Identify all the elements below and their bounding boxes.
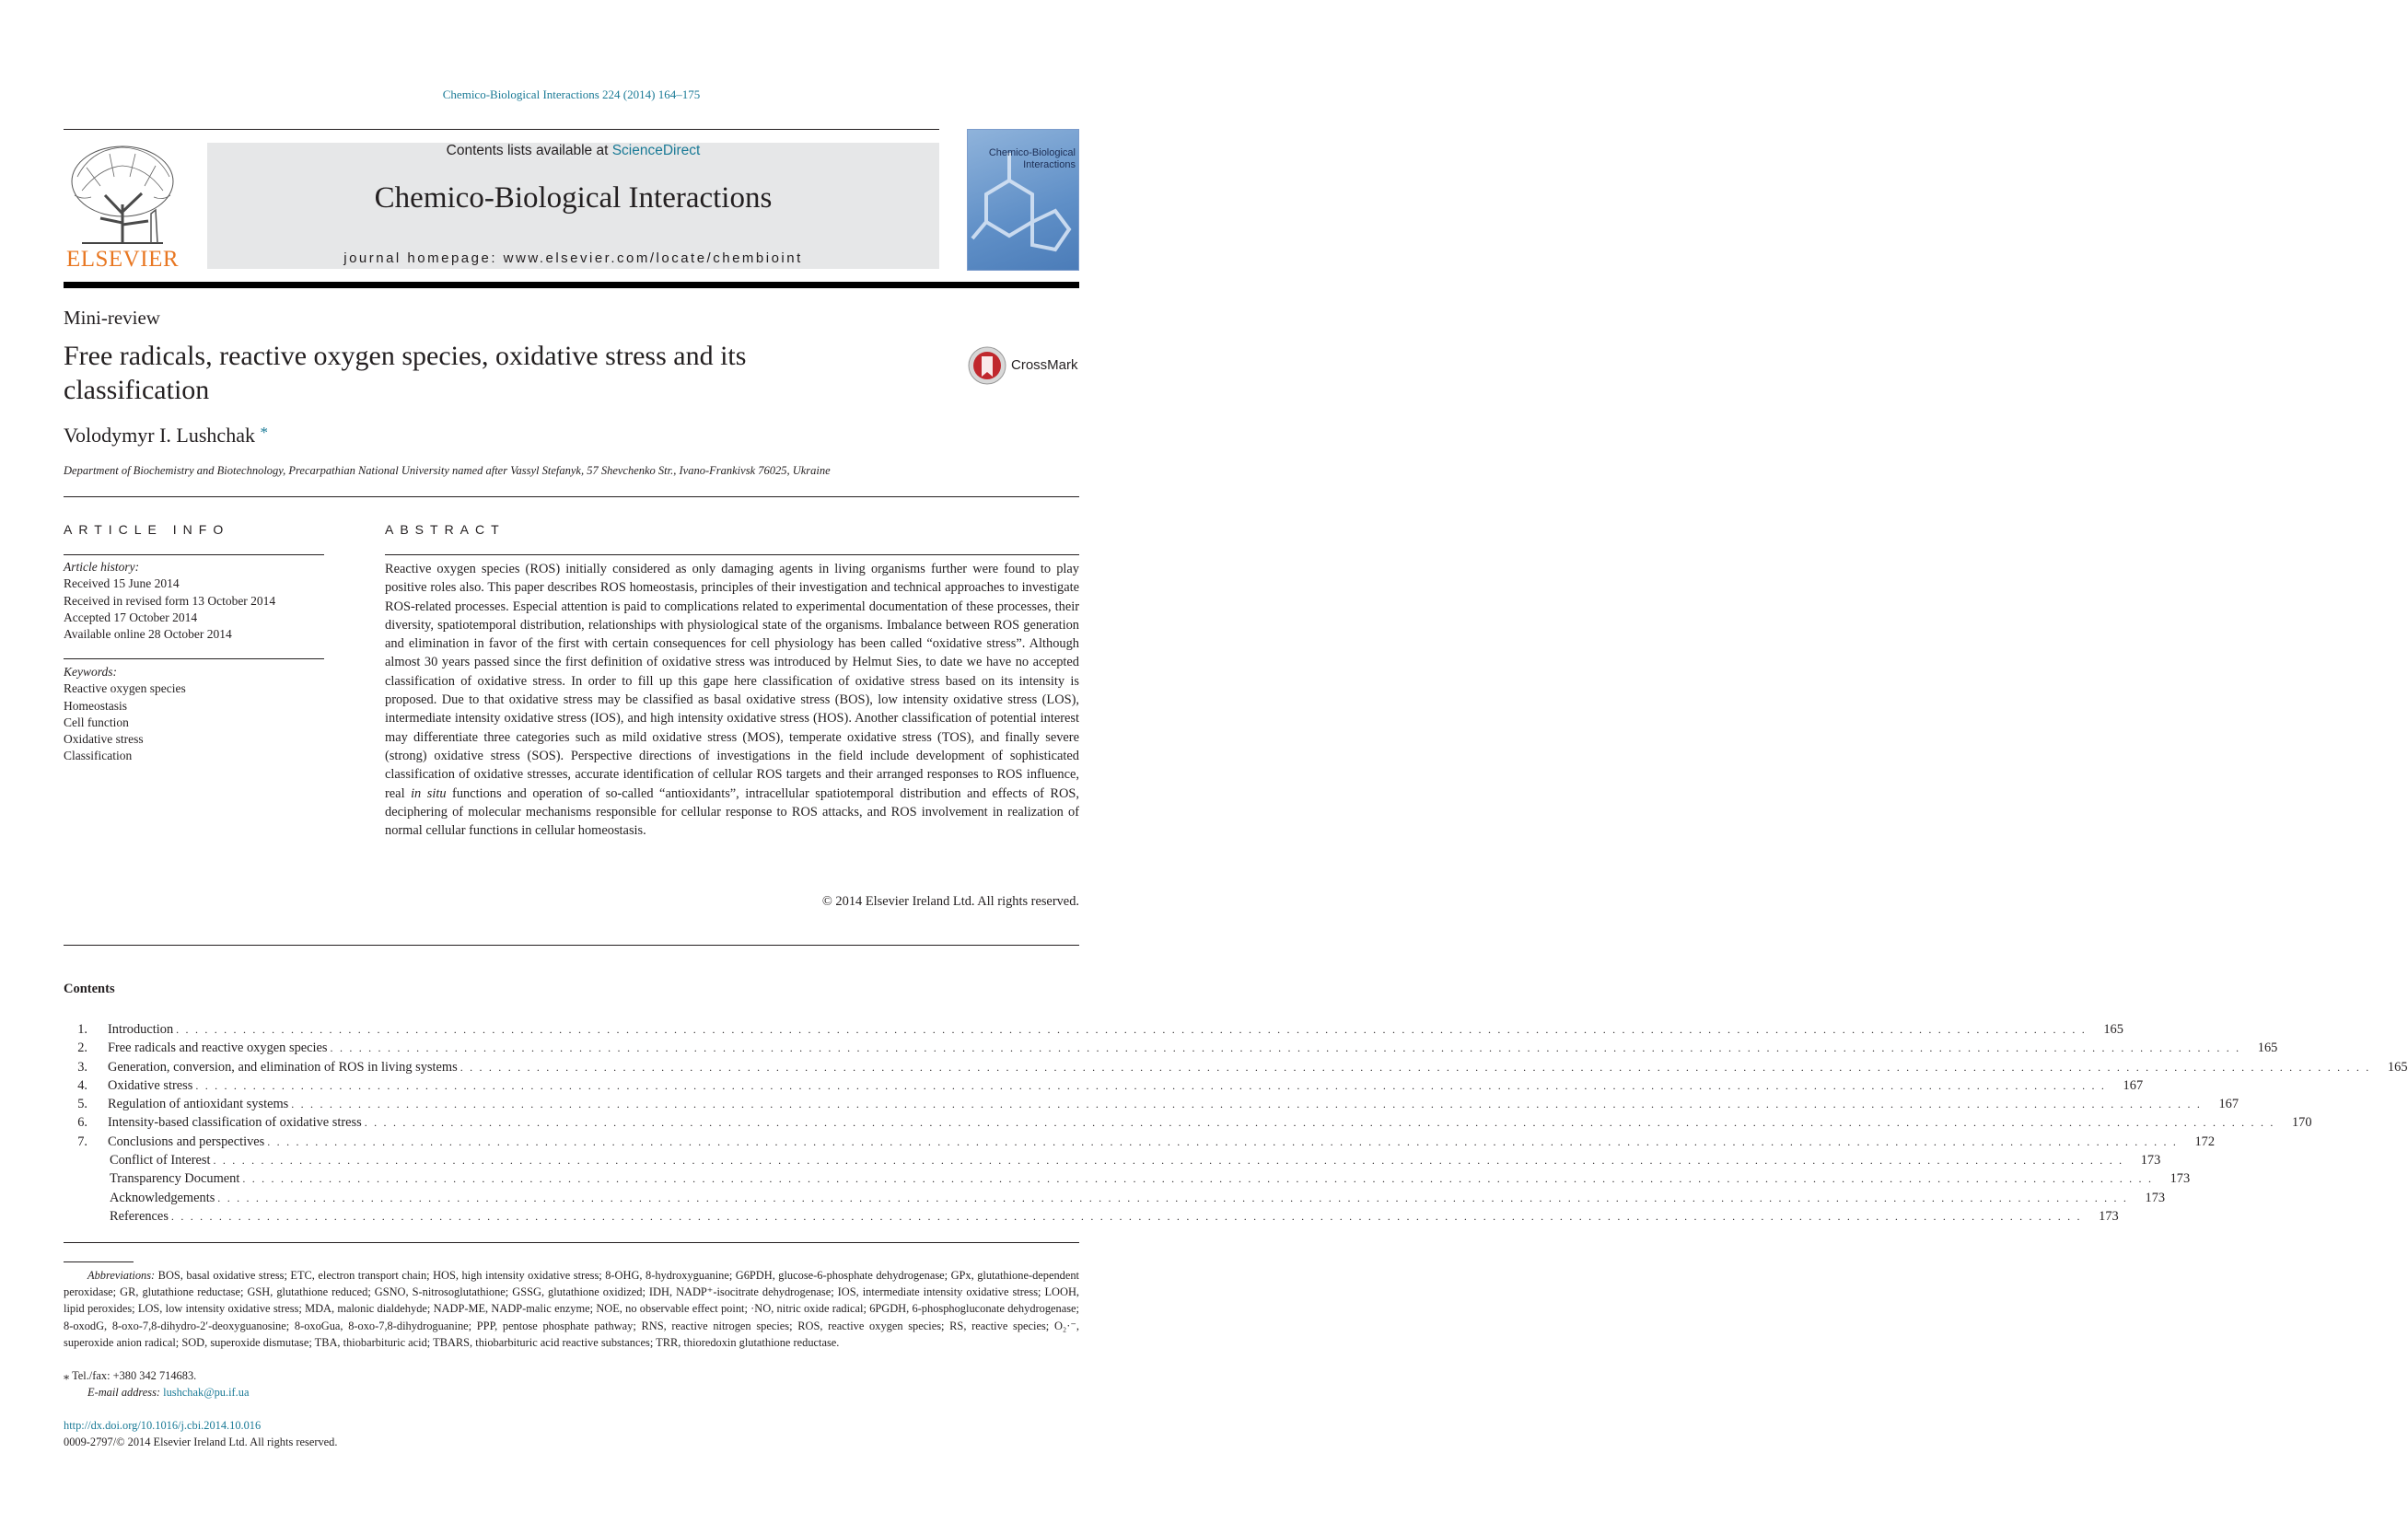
toc-page: 170 bbox=[2275, 1113, 2312, 1132]
toc-page: 173 bbox=[2153, 1169, 2190, 1188]
toc-entry[interactable] bbox=[64, 1133, 2216, 1151]
toc-page: 165 bbox=[2087, 1020, 2123, 1039]
header-rule bbox=[64, 129, 939, 130]
article-history bbox=[64, 559, 275, 643]
toc-leader: . . . . . . . . . . . . . . . . . . . . . . . . . . . . . . . . . . . . . . . . . . . . . . . . . . . . . . . . . . . . . . . . . . . . . . . . . . . . . . . . . . . . . . . . . . . . . . . . . . . . . . . . . . . . . . . . . . . . . . . . . . . . . . . . . . . . . . . . . . . . . . . . . . . . . . . . . . . . . . . . . . . . . . . . . . . . . . . . . . . . . . . . . . . . . . . . . . . . . . . . bbox=[217, 1191, 2129, 1204]
toc-number: 6. bbox=[77, 1115, 87, 1131]
contents-availability bbox=[207, 143, 939, 159]
contents-rule bbox=[64, 945, 1079, 946]
abbreviations-text: BOS, basal oxidative stress; ETC, electron transport chain; HOS, high intensity oxidative stress; 8-OHG, 8-hydroxyguanine; G6PDH, glucose-6-phosphate dehydrogenase; GPx, glutathione-dependent peroxidase; GR, glutathione reductase; GSH, glutathione reduced; GSNO, S-nitrosoglutathione; GSSG, glutathione oxidized; IDH, NADP⁺-isocitrate dehydrogenase; IOS, intermediate intensity oxidative stress; LOOH, lipid peroxides; LOS, low intensity oxidative stress; MDA, malonic dialdehyde; NADP-ME, NADP-malic enzyme; NOE, no observable effect point; ·NO, nitric oxide radical; 6PGDH, 6-phosphogluconate dehydrogenase; 8-oxodG, 8-oxo-7,8-dihydro-2′-deoxyguanosine; 8-oxoGua, 8-oxo-7,8-dihydroguanine; PPP, pentose phosphate pathway; RNS, reactive nitrogen species; ROS, reactive oxygen species; RS, reactive species; O₂·⁻, superoxide anion radical; SOD, superoxide dismutase; TBA, thiobarbituric acid; TBARS, thiobarbituric acid reactive substances; TRR, thioredoxin glutathione reductase. bbox=[64, 1269, 1079, 1349]
journal-citation[interactable]: Chemico-Biological Interactions 224 (2014) 164–175 bbox=[442, 87, 701, 101]
abstract-part: Reactive oxygen species (ROS) initially considered as only damaging agents in living organisms further were found to play positive roles also. This paper describes ROS homeostasis, principles of their investigation and technical approaches to investigate ROS-related processes. Especial attention is paid to complications related to experimental documentation of these processes, their diversity, spatiotemporal distribution, relationships with physiological state of the organisms. Imbalance between ROS generation and elimination in favor of the first with certain consequences for cell physiology has been called “oxidative stress”. Although almost 30 years passed since the first definition of oxidative stress was introduced by Helmut Sies, to date we have no accepted classification of oxidative stress. In order to fill up this gape here classification of oxidative stress based on its intensity is proposed. Due to that oxidative stress may be classified as basal oxidative stress (BOS), low intensity oxidative stress (LOS), intermediate intensity oxidative stress (IOS), and high intensity oxidative stress (HOS). Another classification of potential interest may differentiate three categories such as mild oxidative stress (MOS), temperate oxidative stress (TOS), and finally severe (strong) oxidative stress (SOS). Perspective directions of investigations in the field include development of sophisticated classification of oxidative stresses, accurate identification of cellular ROS targets and their arranged responses to ROS influence, real bbox=[385, 562, 1079, 801]
toc-title: Conclusions and perspectives bbox=[87, 1133, 267, 1151]
toc-title: Intensity-based classification of oxidative stress bbox=[87, 1113, 365, 1132]
header-thick-rule bbox=[64, 282, 1079, 288]
toc-title: Free radicals and reactive oxygen species bbox=[87, 1039, 331, 1057]
email-footnote bbox=[87, 1384, 249, 1401]
history-label: Article history: bbox=[64, 560, 140, 574]
toc-entry[interactable] bbox=[64, 1189, 2166, 1207]
toc-page: 173 bbox=[2082, 1207, 2119, 1226]
toc-number: 7. bbox=[77, 1134, 87, 1149]
toc-page: 173 bbox=[2128, 1189, 2165, 1207]
abstract-copyright: © 2014 Elsevier Ireland Ltd. All rights reserved. bbox=[821, 894, 1079, 909]
toc-entry[interactable] bbox=[64, 1095, 2239, 1113]
toc-entry[interactable] bbox=[64, 1113, 2312, 1132]
toc-leader: . . . . . . . . . . . . . . . . . . . . . . . . . . . . . . . . . . . . . . . . . . . . . . . . . . . . . . . . . . . . . . . . . . . . . . . . . . . . . . . . . . . . . . . . . . . . . . . . . . . . . . . . . . . . . . . . . . . . . . . . . . . . . . . . . . . . . . . . . . . . . . . . . . . . . . . . . . . . . . . . . . . . . . . . . . . . . . . . . . . . . . . . . . . . . . . . . . . . . . . . bbox=[459, 1060, 2371, 1074]
author-line bbox=[64, 424, 268, 448]
crossmark-badge[interactable] bbox=[967, 348, 1082, 387]
toc-title: Acknowledgements bbox=[87, 1189, 217, 1207]
affiliation-rule bbox=[64, 496, 1079, 497]
sciencedirect-link[interactable]: ScienceDirect bbox=[611, 143, 701, 158]
author-footnote-mark[interactable]: * bbox=[260, 424, 268, 441]
toc-entry[interactable] bbox=[64, 1020, 2123, 1039]
keyword-item: Cell function bbox=[64, 715, 129, 729]
toc-title: References bbox=[87, 1207, 171, 1226]
history-item: Received in revised form 13 October 2014 bbox=[64, 593, 276, 608]
article-info-heading: ARTICLE INFO bbox=[64, 522, 230, 537]
toc-page: 172 bbox=[2178, 1133, 2215, 1151]
journal-title: Chemico-Biological Interactions bbox=[374, 181, 773, 215]
article-info-rule bbox=[64, 554, 324, 555]
keyword-item: Reactive oxygen species bbox=[64, 681, 186, 696]
contents-heading: Contents bbox=[64, 982, 115, 996]
cover-journal-title: Chemico-Biological Interactions bbox=[988, 147, 1076, 170]
toc-page: 173 bbox=[2123, 1151, 2160, 1169]
keywords-label: Keywords: bbox=[64, 665, 117, 679]
issn-copyright: 0009-2797/© 2014 Elsevier Ireland Ltd. All rights reserved. bbox=[64, 1436, 338, 1448]
abbreviations-footnote bbox=[64, 1267, 1079, 1351]
toc-leader: . . . . . . . . . . . . . . . . . . . . . . . . . . . . . . . . . . . . . . . . . . . . . . . . . . . . . . . . . . . . . . . . . . . . . . . . . . . . . . . . . . . . . . . . . . . . . . . . . . . . . . . . . . . . . . . . . . . . . . . . . . . . . . . . . . . . . . . . . . . . . . . . . . . . . . . . . . . . . . . . . . . . . . . . . . . . . . . . . . . . . . . . . . . . . . . . . . . . . . . . bbox=[242, 1172, 2154, 1186]
toc-title: Conflict of Interest bbox=[87, 1151, 214, 1169]
toc-number: 4. bbox=[77, 1077, 87, 1093]
toc-entry[interactable] bbox=[64, 1151, 2161, 1169]
keyword-item: Oxidative stress bbox=[64, 732, 144, 747]
abstract-rule bbox=[385, 554, 1079, 555]
toc-page: 165 bbox=[2371, 1058, 2408, 1076]
abbreviations-label: Abbreviations: bbox=[87, 1269, 156, 1282]
footnote-short-rule bbox=[64, 1261, 134, 1262]
abstract-text bbox=[385, 560, 1079, 840]
toc-title: Generation, conversion, and elimination of ROS in living systems bbox=[87, 1058, 460, 1076]
toc-number: 3. bbox=[77, 1059, 87, 1075]
keywords bbox=[64, 664, 186, 765]
toc-page: 165 bbox=[2240, 1039, 2277, 1057]
footnote-rule bbox=[64, 1242, 1079, 1243]
author-name: Volodymyr I. Lushchak bbox=[64, 424, 255, 447]
toc-leader: . . . . . . . . . . . . . . . . . . . . . . . . . . . . . . . . . . . . . . . . . . . . . . . . . . . . . . . . . . . . . . . . . . . . . . . . . . . . . . . . . . . . . . . . . . . . . . . . . . . . . . . . . . . . . . . . . . . . . . . . . . . . . . . . . . . . . . . . . . . . . . . . . . . . . . . . . . . . . . . . . . . . . . . . . . . . . . . . . . . . . . . . . . . . . . . . . . . . . . . . bbox=[176, 1023, 2087, 1036]
tel-footnote: ⁎ Tel./fax: +380 342 714683. bbox=[64, 1369, 197, 1382]
toc-leader: . . . . . . . . . . . . . . . . . . . . . . . . . . . . . . . . . . . . . . . . . . . . . . . . . . . . . . . . . . . . . . . . . . . . . . . . . . . . . . . . . . . . . . . . . . . . . . . . . . . . . . . . . . . . . . . . . . . . . . . . . . . . . . . . . . . . . . . . . . . . . . . . . . . . . . . . . . . . . . . . . . . . . . . . . . . . . . . . . . . . . . . . . . . . . . . . . . . . . . . . bbox=[213, 1154, 2124, 1168]
toc-number: 1. bbox=[77, 1022, 87, 1037]
doi-link[interactable]: http://dx.doi.org/10.1016/j.cbi.2014.10.016 bbox=[64, 1419, 262, 1432]
email-label: E-mail address: bbox=[87, 1386, 161, 1399]
toc-entry[interactable] bbox=[64, 1169, 2191, 1188]
crossmark-icon bbox=[967, 345, 1009, 388]
toc-entry[interactable] bbox=[64, 1039, 2278, 1057]
keyword-item: Classification bbox=[64, 749, 133, 763]
toc-page: 167 bbox=[2106, 1076, 2143, 1095]
toc-number: 5. bbox=[77, 1097, 87, 1112]
toc-number: 2. bbox=[77, 1041, 87, 1056]
table-of-contents bbox=[64, 1020, 2408, 1226]
history-item: Accepted 17 October 2014 bbox=[64, 610, 198, 624]
toc-title: Regulation of antioxidant systems bbox=[87, 1095, 291, 1113]
toc-leader: . . . . . . . . . . . . . . . . . . . . . . . . . . . . . . . . . . . . . . . . . . . . . . . . . . . . . . . . . . . . . . . . . . . . . . . . . . . . . . . . . . . . . . . . . . . . . . . . . . . . . . . . . . . . . . . . . . . . . . . . . . . . . . . . . . . . . . . . . . . . . . . . . . . . . . . . . . . . . . . . . . . . . . . . . . . . . . . . . . . . . . . . . . . . . . . . . . . . . . . . bbox=[330, 1041, 2241, 1055]
elsevier-wordmark: ELSEVIER bbox=[65, 247, 180, 272]
keywords-rule bbox=[64, 658, 324, 659]
toc-entry[interactable] bbox=[64, 1207, 2119, 1226]
toc-leader: . . . . . . . . . . . . . . . . . . . . . . . . . . . . . . . . . . . . . . . . . . . . . . . . . . . . . . . . . . . . . . . . . . . . . . . . . . . . . . . . . . . . . . . . . . . . . . . . . . . . . . . . . . . . . . . . . . . . . . . . . . . . . . . . . . . . . . . . . . . . . . . . . . . . . . . . . . . . . . . . . . . . . . . . . . . . . . . . . . . . . . . . . . . . . . . . . . . . . . . . bbox=[364, 1116, 2275, 1130]
history-item: Received 15 June 2014 bbox=[64, 576, 180, 591]
toc-title: Oxidative stress bbox=[87, 1076, 195, 1095]
email-link[interactable]: lushchak@pu.if.ua bbox=[163, 1386, 250, 1399]
crossmark-label: CrossMark bbox=[1011, 357, 1078, 373]
toc-entry[interactable] bbox=[64, 1058, 2408, 1076]
contents-prefix: Contents lists available at bbox=[446, 143, 612, 158]
toc-leader: . . . . . . . . . . . . . . . . . . . . . . . . . . . . . . . . . . . . . . . . . . . . . . . . . . . . . . . . . . . . . . . . . . . . . . . . . . . . . . . . . . . . . . . . . . . . . . . . . . . . . . . . . . . . . . . . . . . . . . . . . . . . . . . . . . . . . . . . . . . . . . . . . . . . . . . . . . . . . . . . . . . . . . . . . . . . . . . . . . . . . . . . . . . . . . . . . . . . . . . . bbox=[267, 1134, 2179, 1148]
abstract-italic: in situ bbox=[411, 785, 447, 801]
keyword-item: Homeostasis bbox=[64, 698, 127, 713]
article-title: Free radicals, reactive oxygen species, oxidative stress and its classification bbox=[64, 341, 747, 405]
toc-title: Introduction bbox=[87, 1020, 176, 1039]
affiliation: Department of Biochemistry and Biotechnology, Precarpathian National University named after Vassyl Stefanyk, 57 Shevchenko Str., Ivano-Frankivsk 76025, Ukraine bbox=[64, 464, 831, 477]
article-type: Mini-review bbox=[64, 307, 160, 329]
toc-leader: . . . . . . . . . . . . . . . . . . . . . . . . . . . . . . . . . . . . . . . . . . . . . . . . . . . . . . . . . . . . . . . . . . . . . . . . . . . . . . . . . . . . . . . . . . . . . . . . . . . . . . . . . . . . . . . . . . . . . . . . . . . . . . . . . . . . . . . . . . . . . . . . . . . . . . . . . . . . . . . . . . . . . . . . . . . . . . . . . . . . . . . . . . . . . . . . . . . . . . . . bbox=[170, 1209, 2082, 1223]
toc-page: 167 bbox=[2202, 1095, 2239, 1113]
toc-leader: . . . . . . . . . . . . . . . . . . . . . . . . . . . . . . . . . . . . . . . . . . . . . . . . . . . . . . . . . . . . . . . . . . . . . . . . . . . . . . . . . . . . . . . . . . . . . . . . . . . . . . . . . . . . . . . . . . . . . . . . . . . . . . . . . . . . . . . . . . . . . . . . . . . . . . . . . . . . . . . . . . . . . . . . . . . . . . . . . . . . . . . . . . . . . . . . . . . . . . . . bbox=[291, 1098, 2203, 1111]
abstract-part: functions and operation of so-called “antioxidants”, intracellular spatiotemporal distribution and effects of ROS, deciphering of molecular mechanisms responsible for cellular response to ROS attacks, and ROS involvement in realization of normal cellular functions in cellular homeostasis. bbox=[385, 785, 1080, 839]
toc-leader: . . . . . . . . . . . . . . . . . . . . . . . . . . . . . . . . . . . . . . . . . . . . . . . . . . . . . . . . . . . . . . . . . . . . . . . . . . . . . . . . . . . . . . . . . . . . . . . . . . . . . . . . . . . . . . . . . . . . . . . . . . . . . . . . . . . . . . . . . . . . . . . . . . . . . . . . . . . . . . . . . . . . . . . . . . . . . . . . . . . . . . . . . . . . . . . . . . . . . . . . bbox=[195, 1078, 2107, 1092]
toc-entry[interactable] bbox=[64, 1076, 2144, 1095]
journal-homepage[interactable]: journal homepage: www.elsevier.com/locate/chembioint bbox=[343, 250, 803, 266]
history-item: Available online 28 October 2014 bbox=[64, 627, 232, 642]
toc-title: Transparency Document bbox=[87, 1169, 242, 1188]
abstract-heading: ABSTRACT bbox=[385, 522, 506, 537]
